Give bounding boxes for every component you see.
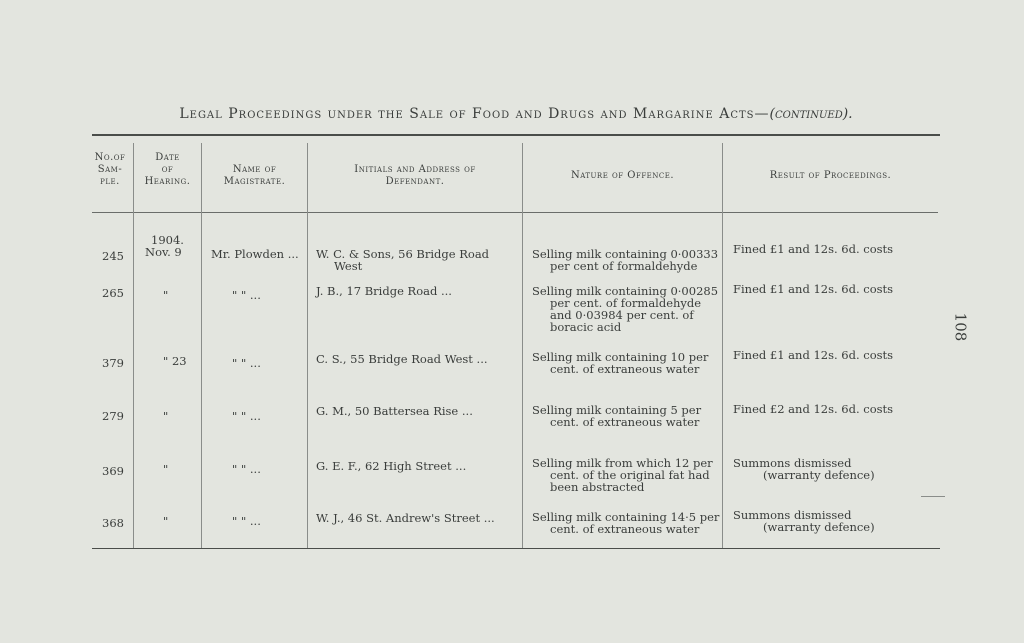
offence: Selling milk containing 5 per cent. of extraneous water (532, 403, 702, 429)
offence: Selling milk containing 10 per cent. of extraneous water (532, 350, 709, 376)
title-continued: (continued). (769, 106, 853, 122)
header-rule (92, 212, 938, 213)
hearing-date: Nov. 9 (145, 245, 182, 259)
defendant: G. E. F., 62 High Street ... (316, 459, 467, 473)
hearing-date: " (163, 462, 169, 476)
column-divider (722, 143, 723, 548)
offence: Selling milk containing 0·00333 per cent of formaldehyde (532, 247, 719, 273)
defendant: C. S., 55 Bridge Road West ... (316, 352, 488, 366)
sample-number: 265 (102, 286, 124, 300)
magistrate-name: " " ... (232, 409, 261, 423)
header-sample: No.of Sam- ple. (94, 152, 126, 187)
column-divider (522, 143, 523, 548)
magistrate-name: Mr. Plowden ... (211, 247, 299, 261)
offence: Selling milk containing 14·5 per cent. of extraneous water (532, 510, 720, 536)
offence: Selling milk from which 12 per cent. of the original fat had been abstracted (532, 456, 713, 494)
result: Fined £1 and 12s. 6d. costs (733, 348, 894, 362)
magistrate-name: " " ... (232, 356, 261, 370)
magistrate-name: " " ... (232, 462, 261, 476)
hearing-date: " (163, 288, 169, 302)
sample-number: 379 (102, 356, 124, 370)
defendant: W. C. & Sons, 56 Bridge Road West (316, 247, 490, 273)
header-defendant: Initials and Address of Defendant. (354, 164, 476, 187)
hearing-date: " 23 (163, 354, 187, 368)
hearing-date: " (163, 409, 169, 423)
offence: Selling milk containing 0·00285 per cent. of formaldehyde and 0·03984 per cent. of boracic acid (532, 284, 719, 334)
defendant: W. J., 46 St. Andrew's Street ... (316, 511, 495, 525)
result: Fined £1 and 12s. 6d. costs (733, 242, 894, 256)
edge-mark (921, 496, 945, 497)
page-title: Legal Proceedings under the Sale of Food and Drugs and Margarine Acts—(continued). (179, 106, 853, 122)
header-offence: Nature of Offence. (570, 170, 675, 181)
column-divider (307, 143, 308, 548)
result: Summons dismissed (warranty defence) (733, 456, 875, 482)
result: Summons dismissed (warranty defence) (733, 508, 875, 534)
header-magistrate: Name of Magistrate. (223, 164, 286, 187)
column-divider (201, 143, 202, 548)
magistrate-name: " " ... (232, 288, 261, 302)
result: Fined £2 and 12s. 6d. costs (733, 402, 894, 416)
top-rule (92, 134, 940, 136)
sample-number: 245 (102, 249, 124, 263)
result: Fined £1 and 12s. 6d. costs (733, 282, 894, 296)
magistrate-name: " " ... (232, 514, 261, 528)
sample-number: 369 (102, 464, 124, 478)
defendant: G. M., 50 Battersea Rise ... (316, 404, 473, 418)
year-label: 1904. (151, 233, 184, 247)
page-number: 108 (951, 312, 970, 342)
column-divider (133, 143, 134, 548)
bottom-rule (92, 548, 940, 549)
defendant: J. B., 17 Bridge Road ... (316, 284, 452, 298)
hearing-date: " (163, 514, 169, 528)
sample-number: 368 (102, 516, 124, 530)
header-result: Result of Proceedings. (769, 170, 892, 181)
sample-number: 279 (102, 409, 124, 423)
header-date: Date of Hearing. (144, 152, 191, 187)
